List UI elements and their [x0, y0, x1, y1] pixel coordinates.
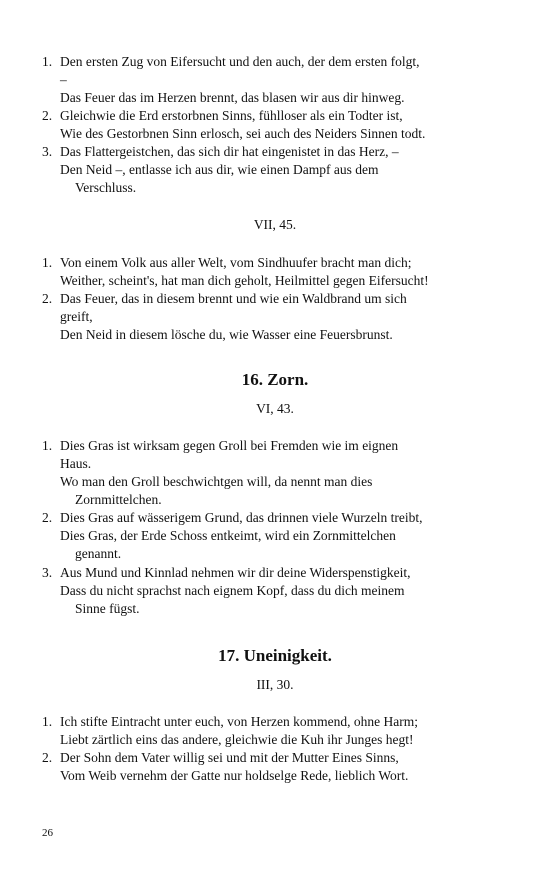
page-number: 26 — [42, 827, 53, 839]
verse-text: Vom Weib vernehm der Gatte nur holdselge Rede, lieblich Wort. — [60, 768, 409, 783]
section-reference: III, 30. — [256, 677, 294, 692]
section-reference: VI, 43. — [256, 401, 294, 416]
verse-text: Dies Gras ist wirksam gegen Groll bei Fremden wie im eignen — [60, 438, 399, 453]
verse-text: Der Sohn dem Vater willig sei und mit der Mutter Eines Sinns, — [60, 750, 399, 765]
verse-text: Gleichwie die Erd erstorbnen Sinns, fühlloser als ein Todter ist, — [60, 108, 403, 123]
verse-text: Dass du nicht sprachst nach eignem Kopf, dass du dich meinem — [60, 583, 405, 598]
verse-text: Dies Gras auf wässerigem Grund, das drinnen viele Wurzeln treibt, — [60, 510, 423, 525]
verse-number: 1. — [42, 438, 53, 453]
verse-number: 1. — [42, 714, 53, 729]
verse-text: Dies Gras, der Erde Schoss entkeimt, wird ein Zornmittelchen — [60, 528, 396, 543]
verse-text: Wie des Gestorbnen Sinn erlosch, sei auch des Neiders Sinnen todt. — [60, 126, 426, 141]
verse-text: – — [60, 72, 67, 87]
verse-text: Das Feuer, das in diesem brennt und wie ein Waldbrand um sich — [60, 291, 407, 306]
verse-text: Wo man den Groll beschwichtgen will, da nennt man dies — [60, 474, 373, 489]
section-heading: 17. Uneinigkeit. — [218, 646, 332, 665]
verse-text: Ich stifte Eintracht unter euch, von Herzen kommend, ohne Harm; — [60, 714, 419, 729]
verse-text: Haus. — [60, 456, 92, 471]
verse-text: genannt. — [75, 546, 122, 561]
verse-number: 2. — [42, 108, 53, 123]
verse-text: Das Feuer das im Herzen brennt, das blasen wir aus dir hinweg. — [60, 90, 405, 105]
verse-text: Sinne fügst. — [75, 601, 140, 616]
verse-number: 1. — [42, 255, 53, 270]
verse-text: Liebt zärtlich eins das andere, gleichwie die Kuh ihr Junges hegt! — [60, 732, 414, 747]
verse-number: 2. — [42, 291, 53, 306]
verse-text: Das Flattergeistchen, das sich dir hat eingenistet in das Herz, – — [60, 144, 399, 159]
verse-number: 3. — [42, 144, 53, 159]
verse-text: Den ersten Zug von Eifersucht und den auch, der dem ersten folgt, — [60, 54, 420, 69]
verse-text: Aus Mund und Kinnlad nehmen wir dir deine Widerspenstigkeit, — [60, 565, 411, 580]
verse-text: greift, — [60, 309, 93, 324]
verse-number: 1. — [42, 54, 53, 69]
verse-text: Den Neid in diesem lösche du, wie Wasser eine Feuersbrunst. — [60, 327, 393, 342]
verse-number: 2. — [42, 510, 53, 525]
verse-number: 2. — [42, 750, 53, 765]
verse-text: Den Neid –, entlasse ich aus dir, wie einen Dampf aus dem — [60, 162, 379, 177]
verse-text: Verschluss. — [75, 180, 137, 195]
verse-number: 3. — [42, 565, 53, 580]
verse-text: Weither, scheint's, hat man dich geholt, Heilmittel gegen Eifersucht! — [60, 273, 429, 288]
verse-text: Von einem Volk aus aller Welt, vom Sindhuufer bracht man dich; — [60, 255, 412, 270]
section-reference: VII, 45. — [253, 217, 297, 232]
section-heading: 16. Zorn. — [241, 370, 309, 389]
verse-text: Zornmittelchen. — [75, 492, 162, 507]
